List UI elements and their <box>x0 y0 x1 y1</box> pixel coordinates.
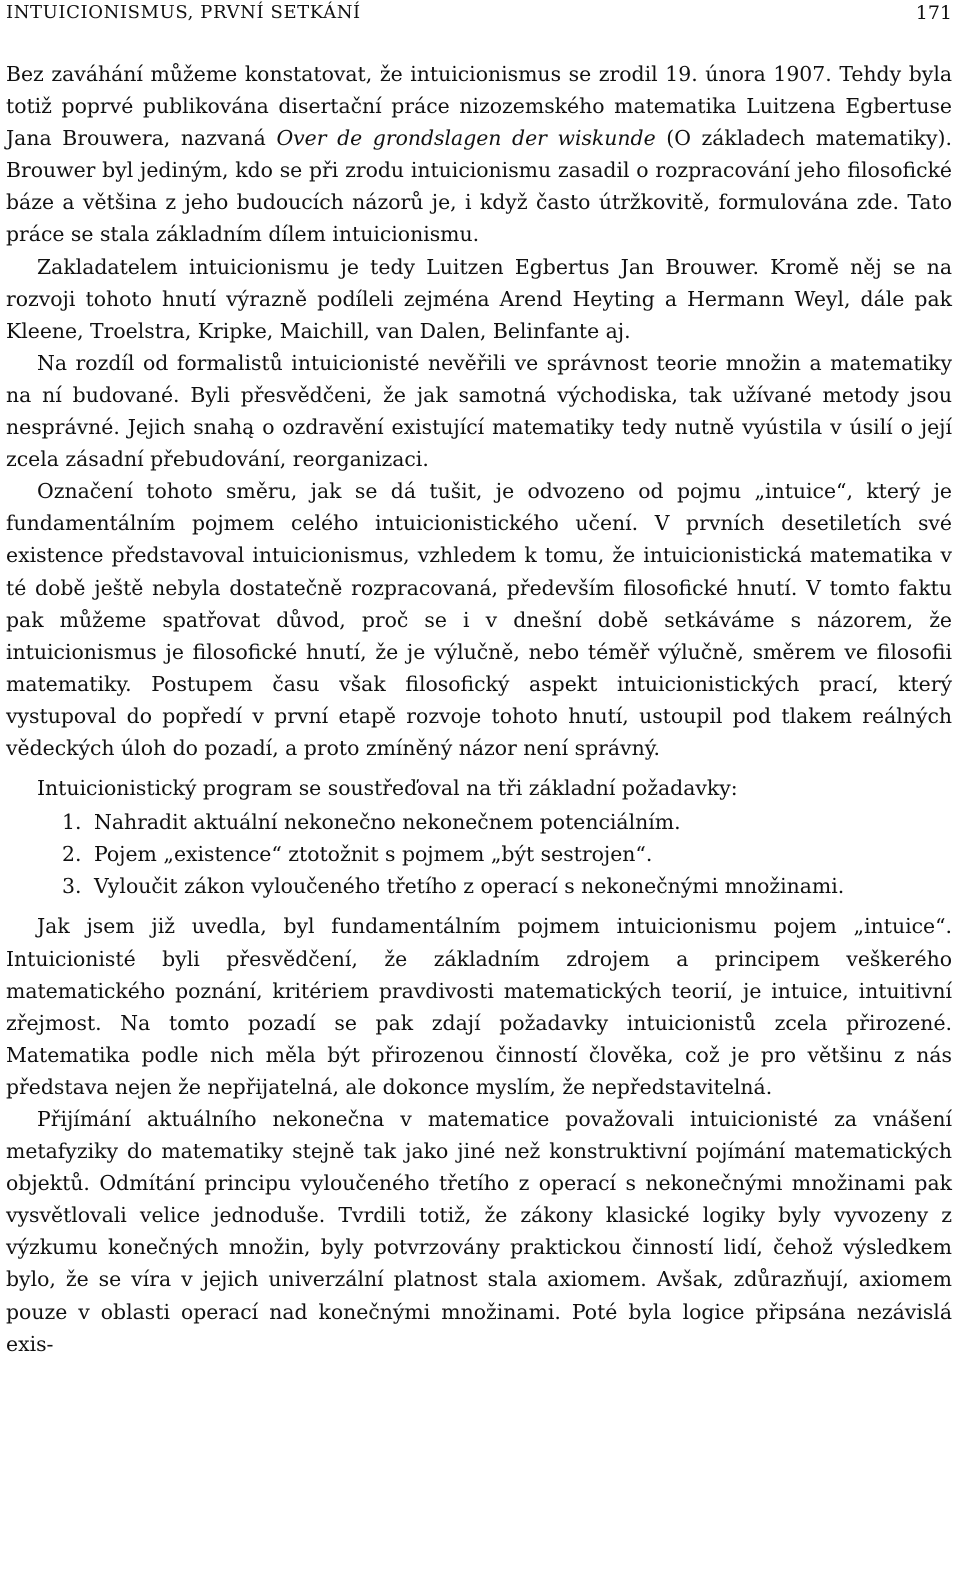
list-item-number: 3. <box>62 874 82 899</box>
paragraph-1 <box>6 58 952 251</box>
page-number: 171 <box>915 2 952 24</box>
list-item-text: Nahradit aktuální nekonečno nekonečnem potenciálním. <box>94 810 681 835</box>
paragraph-6: Jak jsem již uvedla, byl fundamentálním pojmem intuicionismu pojem „intuice“. Intuicionisté byli přesvědčení, že základním zdrojem a principem veškerého matematického poznání, kritériem pravdivosti matematických teorií, je intuice, intuitivní zřejmost. Na tomto pozadí se pak zdají požadavky intuicionistů zcela přirozené. Matematika podle nich měla být přirozenou činností člověka, což je pro většinu z nás představa nejen že nepřijatelná, ale dokonce myslím, že nepředstavitelná. <box>6 914 952 1099</box>
list-item-text: Vyloučit zákon vyloučeného třetího z operací s nekonečnými množinami. <box>94 874 845 899</box>
chapter-title: INTUICIONISMUS, PRVNÍ SETKÁNÍ <box>6 2 361 23</box>
paragraph-1-part-b: (O základech matematiky). Brouwer byl jediným, kdo se při zrodu intuicionismu zasadil o rozpracování jeho filosofické báze a většina z jeho budoucích názorů je, i když často útržkovitě, formulována zde. Tato práce se stala základním dílem intuicionismu. <box>6 126 952 247</box>
running-header <box>6 0 952 40</box>
body-text <box>6 58 952 1360</box>
paragraph-1-part-a: Bez zaváhání můžeme konstatovat, že intuicionismus se zrodil 19. února 1907. Tehdy byla totiž poprvé publikována disertační práce nizozemského matematika Luitzena Egbertuse Jana Brouwera, nazvaná <box>6 62 952 151</box>
requirements-list <box>6 806 952 902</box>
list-item-number: 1. <box>62 810 82 835</box>
list-item-text: Pojem „existence“ ztotožnit s pojmem „být sestrojen“. <box>94 842 653 867</box>
list-item <box>6 838 952 870</box>
list-item <box>6 870 952 902</box>
paragraph-2: Zakladatelem intuicionismu je tedy Luitzen Egbertus Jan Brouwer. Kromě něj se na rozvoji tohoto hnutí výrazně podíleli zejména Arend Heyting a Hermann Weyl, dále pak Kleene, Troelstra, Kripke, Maichill, van Dalen, Belinfante aj. <box>6 254 952 343</box>
list-item <box>6 806 952 838</box>
book-page <box>6 0 952 1356</box>
paragraph-5: Intuicionistický program se soustřeďoval na tři základní požadavky: <box>37 776 738 801</box>
paragraph-7: Přijímání aktuálního nekonečna v matematice považovali intuicionisté za vnášení metafyziky do matematiky stejně tak jako jiné než konstruktivní pojímání matematických objektů. Odmítání principu vyloučeného třetího z operací s nekonečnými množinami pak vysvětlovali velice jednoduše. Tvrdili totiž, že zákony klasické logiky byly vyvozeny z výzkumu konečných množin, byly potvrzovány praktickou činností lidí, čehož výsledkem bylo, že se víra v jejich univerzální platnost stala axiomem. Avšak, zdůrazňují, axiomem pouze v oblasti operací nad konečnými množinami. Poté byla logice připsána nezávislá exis- <box>6 1107 952 1356</box>
paragraph-3: Na rozdíl od formalistů intuicionisté nevěřili ve správnost teorie množin a matematiky na ní budované. Byli přesvědčeni, že jak samotná východiska, tak užívané metody jsou nesprávné. Jejich snahą o ozdravění existující matematiky tedy nutně vyústila v úsilí o její zcela zásadní přebudování, reorganizaci. <box>6 350 952 472</box>
paragraph-4: Označení tohoto směru, jak se dá tušit, je odvozeno od pojmu „intuice“, který je fundamentálním pojmem celého intuicionistického učení. V prvních desetiletích své existence představoval intuicionismus, vzhledem k tomu, že intuicionistická matematika v té době ještě nebyla dostatečně rozpracovaná, především filosofické hnutí. V tomto faktu pak můžeme spatřovat důvod, proč se i v dnešní době setkáváme s názorem, že intuicionismus je filosofické hnutí, že je výlučně, nebo téměř výlučně, směrem ve filosofii matematiky. Postupem času však filosofický aspekt intuicionistických prací, který vystupoval do popředí v první etapě rozvoje tohoto hnutí, ustoupil pod tlakem reálných vědeckých úloh do pozadí, a proto zmíněný názor není správný. <box>6 479 952 760</box>
list-item-number: 2. <box>62 842 82 867</box>
dissertation-title: Over de grondslagen der wiskunde <box>276 126 656 151</box>
